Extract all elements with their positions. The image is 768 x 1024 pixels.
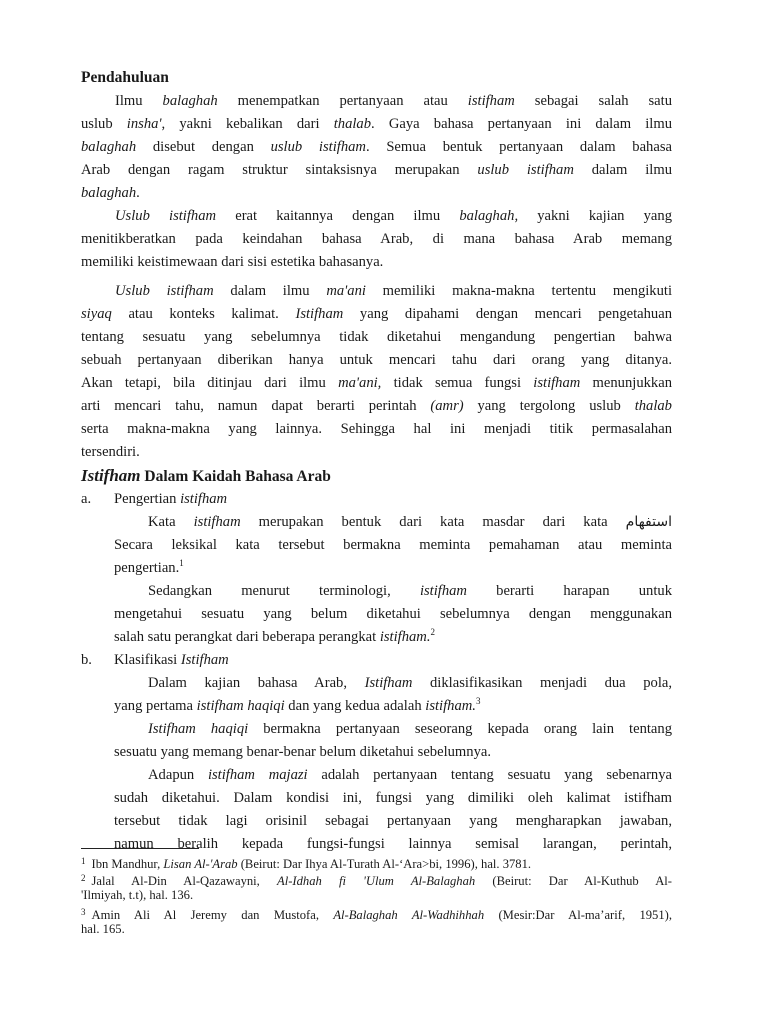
text: salah satu perangkat dari beberapa perangkat <box>114 629 380 645</box>
text: , yakni kebalikan dari <box>161 116 334 132</box>
document-body <box>81 66 672 856</box>
italic-term: istifham <box>533 375 581 391</box>
italic-term: Istifham <box>81 466 141 485</box>
footnote-number: 1 <box>81 856 86 866</box>
text: berarti harapan untuk <box>466 583 672 599</box>
italic-term: istifham. <box>379 629 431 645</box>
text-line <box>81 395 672 418</box>
text: dan yang kedua adalah <box>284 698 426 714</box>
text: (Mesir:Dar Al-ma’arif, 1951), <box>484 908 672 922</box>
text-line: namun beralih kepada fungsi-fungsi lainnya semisal larangan, perintah, <box>114 836 672 852</box>
footnote-ref[interactable]: 1 <box>179 558 184 568</box>
text: uslub <box>81 116 127 132</box>
text-line: tersendiri. <box>81 444 140 460</box>
text: Ilmu <box>115 93 163 109</box>
paragraph-maani <box>81 280 672 464</box>
text: Arab dengan ragam struktur sintaksisnya merupakan <box>81 162 478 178</box>
text-line: Secara leksikal kata tersebut bermakna meminta pemahaman atau meminta <box>114 537 672 553</box>
italic-term: siyaq <box>81 306 112 322</box>
text: Akan tetapi, bila ditinjau dari ilmu <box>81 375 339 391</box>
text: merupakan bentuk dari kata masdar dari kata <box>240 514 626 530</box>
italic-term: Istifham <box>180 652 229 668</box>
italic-term: balaghah, <box>459 208 519 224</box>
italic-term: ma'ani <box>326 283 366 299</box>
footnote-ref[interactable]: 2 <box>430 627 435 637</box>
italic-term: balaghah <box>81 139 137 155</box>
text-line: tentang sesuatu yang sebelumnya tidak diketahui mengandung pengertian bahwa <box>81 329 672 345</box>
text: dalam ilmu <box>213 283 327 299</box>
text: disebut dengan <box>136 139 271 155</box>
italic-term: ma'ani, <box>338 375 382 391</box>
text: Pengertian <box>114 491 181 507</box>
subsection-title <box>81 488 672 511</box>
text: yang tergolong uslub <box>463 398 635 414</box>
text-line: sebuah pertanyaan diberikan hanya untuk mencari tahu dari orang yang ditanya. <box>81 352 672 368</box>
text-line <box>81 372 672 395</box>
text: yang dipahami dengan mencari pengetahuan <box>343 306 672 322</box>
text-line <box>81 303 672 326</box>
text: erat kaitannya dengan ilmu <box>216 208 460 224</box>
text: Kata <box>148 514 194 530</box>
italic-term: Uslub istifham <box>115 283 214 299</box>
italic-term: thalab <box>333 116 372 132</box>
subsection-b <box>81 649 672 856</box>
italic-term: istifham haqiqi <box>196 698 285 714</box>
text-line <box>81 136 672 159</box>
text-line <box>81 695 672 718</box>
text-line <box>81 718 672 741</box>
footnote-3-continued: hal. 165. <box>81 922 125 936</box>
text: bermakna pertanyaan seseorang kepada orang lain tentang <box>248 721 673 737</box>
text: . Gaya bahasa pertanyaan ini dalam ilmu <box>371 116 672 132</box>
text-line <box>81 764 672 787</box>
text-line: menitikberatkan pada keindahan bahasa Arab, di mana bahasa Arab memang <box>81 231 672 247</box>
footnote-number: 3 <box>81 907 86 917</box>
text: yang pertama <box>114 698 197 714</box>
text: Dalam Kaidah Bahasa Arab <box>140 468 331 485</box>
text: adalah pertanyaan tentang sesuatu yang sebenarnya <box>307 767 672 783</box>
italic-term: istifham <box>419 583 467 599</box>
italic-term: Istifham haqiqi <box>148 721 249 737</box>
text-line <box>81 580 672 603</box>
text: arti mencari tahu, namun dapat berarti perintah <box>81 398 431 414</box>
text: tidak semua fungsi <box>381 375 534 391</box>
footnote-3 <box>81 904 672 921</box>
italic-term: istifham <box>193 514 241 530</box>
text-line <box>81 557 672 580</box>
italic-term: insha' <box>126 116 162 132</box>
text-line: sudah diketahui. Dalam kondisi ini, fungsi yang dimiliki oleh kalimat istifham <box>114 790 672 806</box>
footnote-number: 2 <box>81 873 86 883</box>
footnotes <box>81 853 672 938</box>
text-line <box>81 90 672 113</box>
italic-term: uslub istifham <box>477 162 574 178</box>
text-line <box>81 511 672 534</box>
italic-term: balaghah <box>162 93 218 109</box>
footnote-separator <box>81 848 199 849</box>
text-line <box>81 280 672 303</box>
subsection-title <box>81 649 672 672</box>
list-marker: b. <box>81 652 92 668</box>
italic-term: Uslub istifham <box>115 208 217 224</box>
italic-title: Al-Balaghah Al-Wadhihhah <box>333 908 485 922</box>
list-marker: a. <box>81 491 92 507</box>
text: Jalal Al-Din Al-Qazawayni, <box>91 874 278 888</box>
italic-term: Istifham <box>295 306 344 322</box>
italic-term: istifham majazi <box>207 767 308 783</box>
italic-term: thalab <box>634 398 672 414</box>
text: pengertian. <box>114 560 180 576</box>
footnote-2-continued: 'Ilmiyah, t.t), hal. 136. <box>81 888 194 902</box>
text-line <box>81 159 672 182</box>
text-line: tersebut tidak lagi orisinil sebagai pertanyaan yang mengharapkan jawaban, <box>114 813 672 829</box>
text: Sedangkan menurut terminologi, <box>148 583 420 599</box>
text-line <box>81 626 672 649</box>
text: (Beirut: Dar Ihya Al-Turath Al-‘Ara>bi, 1996), hal. 3781. <box>237 857 532 871</box>
italic-term: balaghah <box>81 185 137 201</box>
text-line <box>81 113 672 136</box>
section-heading-istifham <box>81 464 672 488</box>
text: Klasifikasi <box>114 652 181 668</box>
text-line: memiliki keistimewaan dari sisi estetika bahasanya. <box>81 254 384 270</box>
text: Adapun <box>148 767 208 783</box>
footnote-1 <box>81 853 672 870</box>
text: yakni kajian yang <box>518 208 672 224</box>
italic-term: istifham <box>467 93 515 109</box>
text: sebagai salah satu <box>514 93 672 109</box>
italic-title: Lisan Al-'Arab <box>163 857 238 871</box>
arabic-word: استفهام <box>625 514 672 530</box>
text-line <box>81 205 672 228</box>
footnote-ref[interactable]: 3 <box>475 696 481 706</box>
text-line <box>81 182 672 205</box>
text: diklasifikasikan menjadi dua pola, <box>412 675 673 691</box>
text: Amin Ali Al Jeremy dan Mustofa, <box>91 908 334 922</box>
text: . <box>136 185 140 201</box>
text-line <box>81 672 672 695</box>
subsection-a <box>81 488 672 649</box>
section-heading-pendahuluan: Pendahuluan <box>81 69 169 86</box>
text-line: sesuatu yang memang benar-benar belum diketahui sebelumnya. <box>114 744 491 760</box>
text-line: serta makna-makna yang lainnya. Sehingga hal ini menjadi titik permasalahan <box>81 421 672 437</box>
text: memiliki makna-makna tertentu mengikuti <box>365 283 673 299</box>
italic-term: istifham <box>180 491 228 507</box>
text: Ibn Mandhur, <box>91 857 164 871</box>
italic-term: (amr) <box>430 398 464 414</box>
italic-term: uslub istifham <box>270 139 366 155</box>
paragraph-intro <box>81 90 672 205</box>
text: atau konteks kalimat. <box>111 306 296 322</box>
italic-title: Al-Idhah fi 'Ulum Al-Balaghah <box>277 874 476 888</box>
text: menempatkan pertanyaan atau <box>217 93 468 109</box>
text: menunjukkan <box>580 375 672 391</box>
italic-term: Istifham <box>364 675 413 691</box>
footnote-2 <box>81 870 672 887</box>
text: Dalam kajian bahasa Arab, <box>148 675 365 691</box>
italic-term: istifham. <box>425 698 476 714</box>
paragraph-uslub <box>81 205 672 274</box>
text: . Semua bentuk pertanyaan dalam bahasa <box>365 139 672 155</box>
text: dalam ilmu <box>573 162 672 178</box>
text-line: mengetahui sesuatu yang belum diketahui sebelumnya dengan menggunakan <box>114 606 672 622</box>
text: (Beirut: Dar Al-Kuthub Al- <box>475 874 672 888</box>
